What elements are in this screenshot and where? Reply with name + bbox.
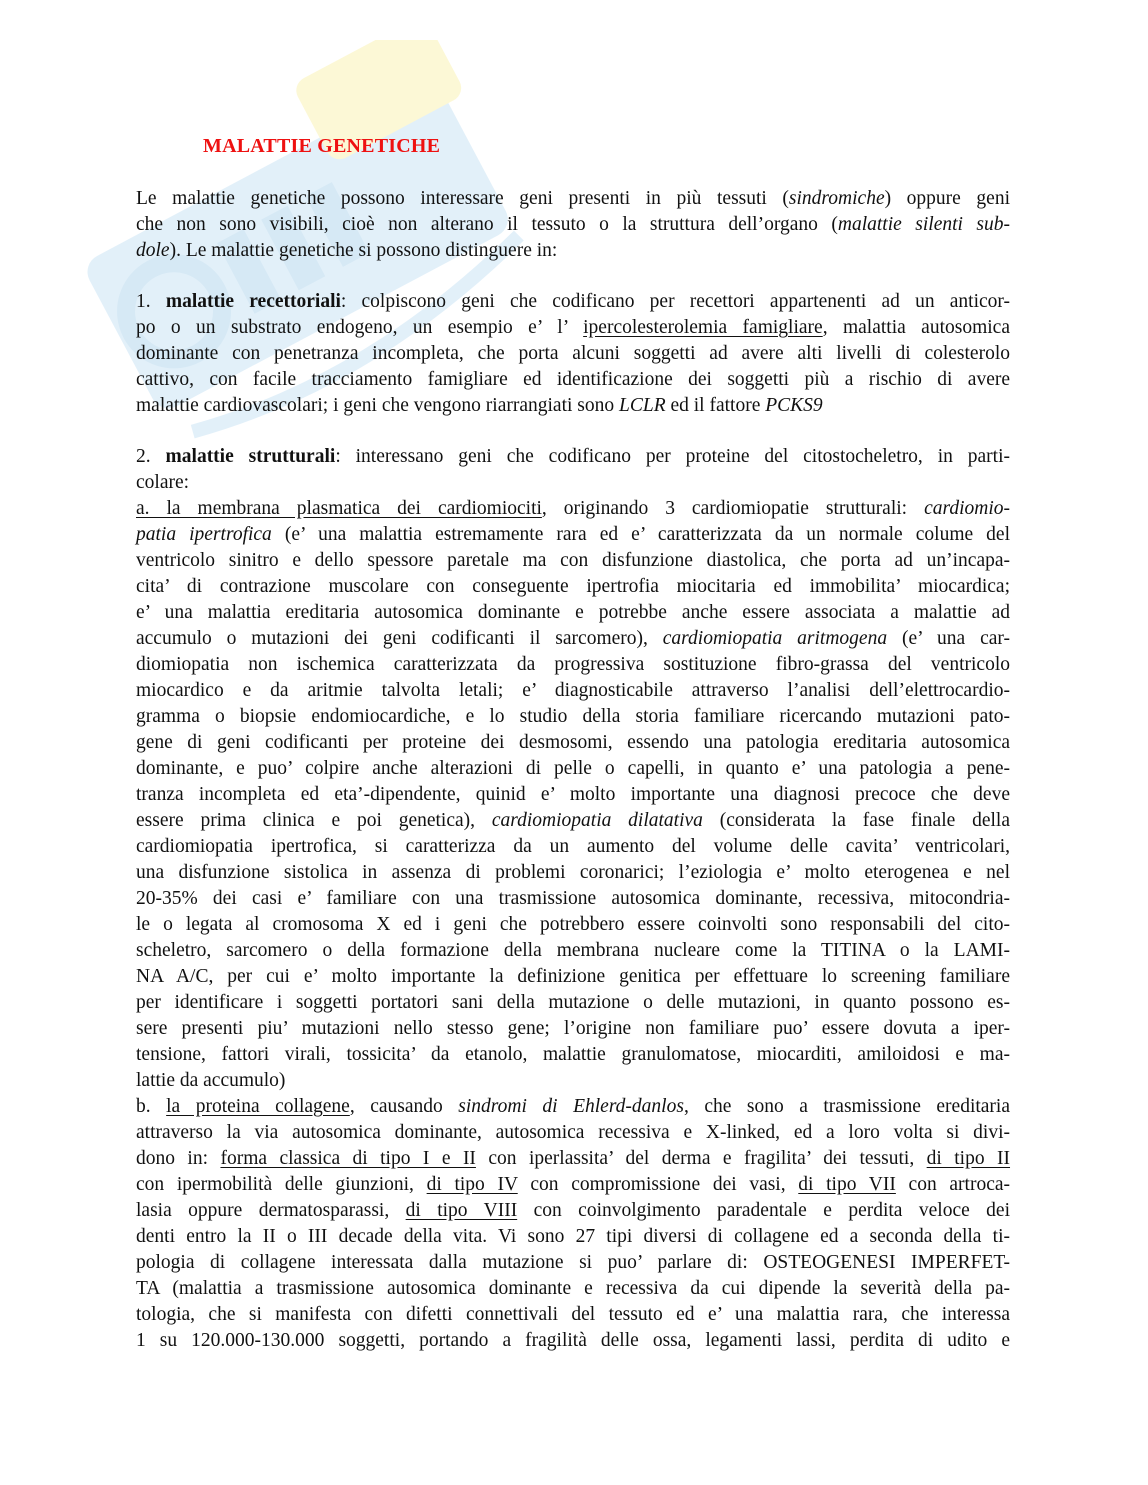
s2-line-3: a. la membrana plasmatica dei cardiomiociti, originando 3 cardiomiopatie strutturali: cardiomio- — [136, 498, 1011, 519]
s2-line-14: tranza incompleta ed eta’-dipendente, quinid e’ molto importante una diagnosi precoce che deve — [136, 784, 1010, 805]
s2-line-28: dono in: forma classica di tipo I e II con iperlassita’ del derma e fragilita’ dei tessuti, di tipo II — [136, 1148, 1011, 1169]
s2-line-26: b. la proteina collagene, causando sindromi di Ehlerd-danlos, che sono a trasmissione ereditaria — [136, 1096, 1010, 1117]
s2-line-18: 20-35% dei casi e’ familiare con una trasmissione autosomica dominante, recessiva, mitocondria- — [136, 888, 1010, 909]
s2-line-16: cardiomiopatia ipertrofica, si caratterizza da un aumento del volume delle cavita’ ventricolari, — [136, 836, 1010, 857]
page-title: MALATTIE GENETICHE — [203, 135, 441, 157]
s2-line-4: patia ipertrofica (e’ una malattia estremamente rara ed e’ caratterizzata da un normale colume del — [136, 524, 1010, 545]
s2-line-1: 2. malattie strutturali: interessano geni che codificano per proteine del citostocheletro, in parti- — [136, 446, 1010, 467]
s2-line-32: pologia di collagene interessata dalla mutazione si puo’ parlare di: OSTEOGENESI IMPERFET- — [136, 1252, 1010, 1273]
intro-line-3: dole). Le malattie genetiche si possono distinguere in: — [136, 240, 558, 261]
s2-line-29: con ipermobilità delle giunzioni, di tipo IV con compromissione dei vasi, di tipo VII con artroca- — [136, 1174, 1011, 1195]
s2-line-22: per identificare i soggetti portatori sani della mutazione o delle mutazioni, in quanto possono es- — [136, 992, 1010, 1013]
s2-line-11: gramma o biopsie endomiocardiche, e lo studio della storia familiare ricercando mutazioni pato- — [136, 706, 1010, 727]
s2-line-15: essere prima clinica e poi genetica), cardiomiopatia dilatativa (considerata la fase finale della — [136, 810, 1010, 831]
s2-line-10: miocardico e da aritmie talvolta letali; e’ diagnosticabile attraverso l’analisi dell’elettrocardio- — [136, 680, 1010, 701]
s2-line-17: una disfunzione sistolica in assenza di problemi coronarici; l’eziologia e’ molto eterogenea e nel — [136, 862, 1010, 883]
s2-line-34: tologia, che si manifesta con difetti connettivali del tessuto ed e’ una malattia rara, che interessa — [136, 1304, 1010, 1325]
s2-line-5: ventricolo sinitro e dello spessore paretale ma con disfunzione diastolica, che porta ad un’incapa- — [136, 550, 1010, 571]
intro-line-2: che non sono visibili, cioè non alterano il tessuto o la struttura dell’organo (malattie silenti sub- — [136, 214, 1011, 235]
s1-line-3: dominante con penetranza incompleta, che porta alcuni soggetti ad avere alti livelli di colesterolo — [136, 343, 1010, 364]
intro-line-1: Le malattie genetiche possono interessare geni presenti in più tessuti (sindromiche) oppure geni — [136, 188, 1010, 209]
s2-line-25: lattie da accumulo) — [136, 1070, 286, 1091]
s2-line-24: tensione, fattori virali, tossicita’ da etanolo, malattie granulomatose, miocarditi, amiloidosi e ma- — [136, 1044, 1010, 1065]
s2-line-20: scheletro, sarcomero o della formazione della membrana nucleare come la TITINA o la LAMI- — [136, 940, 1010, 961]
s2-line-12: gene di geni codificanti per proteine dei desmosomi, essendo una patologia ereditaria autosomica — [136, 732, 1010, 753]
s2-line-8: accumulo o mutazioni dei geni codificanti il sarcomero), cardiomiopatia aritmogena (e’ una car- — [136, 628, 1010, 649]
s2-line-35: 1 su 120.000-130.000 soggetti, portando a fragilità delle ossa, legamenti lassi, perdita di udito e — [136, 1330, 1010, 1351]
s2-line-9: diomiopatia non ischemica caratterizzata da progressiva sostituzione fibro-grassa del ventricolo — [136, 654, 1010, 675]
s2-line-7: e’ una malattia ereditaria autosomica dominante e potrebbe anche essere associata a malattie ad — [136, 602, 1010, 623]
s2-line-31: denti entro la II o III decade della vita. Vi sono 27 tipi diversi di collagene ed a seconda della ti- — [136, 1226, 1010, 1247]
s2-line-2: colare: — [136, 472, 190, 493]
s2-line-13: dominante, e puo’ colpire anche alterazioni di pelle o capelli, in quanto e’ una patologia a pene- — [136, 758, 1010, 779]
s2-line-23: sere presenti piu’ mutazioni nello stesso gene; l’origine non familiare puo’ essere dovuta a iper- — [136, 1018, 1010, 1039]
s2-line-30: lasia oppure dermatosparassi, di tipo VIII con coinvolgimento paradentale e perdita veloce dei — [136, 1200, 1010, 1221]
s2-line-19: le o legata al cromosoma X ed i geni che potrebbero essere coinvolti sono responsabili del cito- — [136, 914, 1010, 935]
s2-line-6: cita’ di contrazione muscolare con conseguente ipertrofia miocitaria ed immobilita’ miocardica; — [136, 576, 1010, 597]
s2-line-21: NA A/C, per cui e’ molto importante la definizione genitica per effettuare lo screening familiare — [136, 966, 1010, 987]
s1-line-4: cattivo, con facile tracciamento famigliare ed identificazione dei soggetti più a rischio di avere — [136, 369, 1010, 390]
s1-line-1: 1. malattie recettoriali: colpiscono geni che codificano per recettori appartenenti ad un anticor- — [136, 291, 1011, 312]
s2-line-33: TA (malattia a trasmissione autosomica dominante e recessiva da cui dipende la severità della pa- — [136, 1278, 1010, 1299]
s2-line-27: attraverso la via autosomica dominante, autosomica recessiva e X-linked, ed a loro volta si divi- — [136, 1122, 1010, 1143]
s1-line-5: malattie cardiovascolari; i geni che vengono riarrangiati sono LCLR ed il fattore PCKS9 — [136, 395, 823, 416]
s1-line-2: po o un substrato endogeno, un esempio e’ l’ ipercolesterolemia famigliare, malattia autosomica — [136, 317, 1010, 338]
